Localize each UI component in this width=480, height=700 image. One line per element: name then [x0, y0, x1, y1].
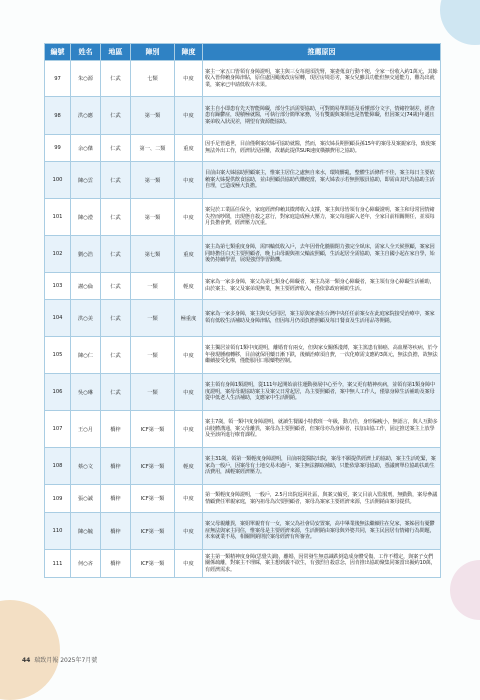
header-disability-type: 障別	[131, 44, 175, 61]
table-row	[45, 485, 441, 513]
cell-name: 洪○應	[71, 97, 101, 135]
cell-name: 蔡○文	[71, 448, 101, 485]
cell-disability-type: ICF第一類	[131, 411, 175, 448]
cell-disability-level: 中度	[175, 411, 203, 448]
cell-number: 105	[45, 337, 71, 374]
table-row	[45, 337, 441, 374]
cell-area: 橋梓	[101, 550, 131, 578]
cell-disability-level: 輕度	[175, 273, 203, 300]
page-footer	[22, 655, 97, 664]
cell-name: 王○月	[71, 411, 101, 448]
cell-number: 106	[45, 374, 71, 411]
page-number: 44	[22, 657, 31, 664]
cell-disability-type: ICF第一類	[131, 550, 175, 578]
cell-number: 99	[45, 135, 71, 162]
cell-name: 何○吝	[71, 550, 101, 578]
cell-disability-level: 中度	[175, 485, 203, 513]
table-row	[45, 448, 441, 485]
cell-area: 仁武	[101, 135, 131, 162]
cell-area: 仁武	[101, 199, 131, 236]
cell-disability-level: 中度	[175, 550, 203, 578]
cell-name: 洪○美	[71, 300, 101, 337]
table-row	[45, 273, 441, 300]
cell-name: 陳○瀅	[71, 199, 101, 236]
cell-disability-level: 中度	[175, 513, 203, 550]
cell-name: 陳○毓	[71, 513, 101, 550]
cell-number: 98	[45, 97, 71, 135]
table-row	[45, 199, 441, 236]
cell-reason: 案父母親離異，案姐單親育有一女，案父為社會局安置案，高中畢業後無法繼續往在兒家，案姊因有憂鬱症無法與家主同住，惟案母是主要經濟來源，生活開銷由案母與外婆共同，案主民因居有情緒行為問題，未來就業不易，相關開銷則於案母經濟有所審查。	[203, 513, 441, 550]
cell-area: 仁武	[101, 300, 131, 337]
cell-disability-type: 第一類	[131, 97, 175, 135]
cell-number: 109	[45, 485, 71, 513]
cell-area: 橋梓	[101, 411, 131, 448]
cell-area: 橋梓	[101, 513, 131, 550]
cell-name: 張○誠	[71, 485, 101, 513]
cell-name: 陳○仁	[71, 337, 101, 374]
cell-disability-type: 一類	[131, 300, 175, 337]
cell-disability-level: 中度	[175, 199, 203, 236]
table-row	[45, 162, 441, 199]
header-name: 姓名	[71, 44, 101, 61]
cell-number: 104	[45, 300, 71, 337]
decor-circle	[0, 600, 60, 700]
cell-disability-type: 第七類	[131, 236, 175, 273]
decor-circle	[450, 560, 480, 620]
cell-name: 余○傑	[71, 135, 101, 162]
cell-area: 橋梓	[101, 485, 131, 513]
table-row	[45, 97, 441, 135]
cell-reason: 案主為第七類重度身障，需四輪低收入戶，去年因骨化髓腸閉力強完全臥床，需家人全天候照顧，案家因同時擔任白天主要照顧者，晚上由母親與祖父輪流照顧，生活起居全需協助，案主自國小起在家自學，始後仍持續學習，展現強烈學習動機。	[203, 236, 441, 273]
recommendation-table-wrapper	[44, 43, 440, 578]
cell-disability-type: ICF第一類	[131, 513, 175, 550]
cell-disability-type: 一類	[131, 273, 175, 300]
table-row	[45, 300, 441, 337]
cell-area: 仁武	[101, 374, 131, 411]
cell-area: 仁武	[101, 162, 131, 199]
cell-disability-level: 輕度	[175, 448, 203, 485]
cell-reason: 案主第一類精神度身障(思覺失調)，離婚，因常發生無意識跌倒造成身體受傷，工作不穩定，與案子女們關係疏離，對案主不理睬，案主想到義不欲生，有強烈自殺意念，因肯推出協助聚集同案當出擬約10萬，有經濟需求。	[203, 550, 441, 578]
cell-name: 劉○浩	[71, 236, 101, 273]
cell-disability-type: 第一類	[131, 199, 175, 236]
cell-disability-type: 第一類	[131, 162, 175, 199]
cell-area: 仁武	[101, 337, 131, 374]
cell-disability-type: 第一、二類	[131, 135, 175, 162]
cell-reason: 案主獨居並領有1類中度證明，離婚育有兩女，但與家女關係淺薄，案主篤患有肺癌、高血壓等疾病，於今年發現腫瘤轉移，目前就保用藥日漸下跌，後續治療須自費，一次化療需支應約3萬元，無法負擔，故無法繼續接受化療，僅能服用口服藥物控制。	[203, 337, 441, 374]
cell-reason: 目前由案大姊協助照顧案主，惟案主居住之處無自來水，環境髒亂，整體生活條件不佳，案主每日主要依賴案大姊提供飲食協助，並由照顧員協助代購便當，案大姊表示若無照服員協助，即需由其代為協助主活自理，已造成極大負擔。	[203, 162, 441, 199]
cell-reason: 案主7歲，領一類中度身障證明，就讀生餐國小特教班一年級，動力佳，身形偏瘦小，無語言，與人互動多由肢體溝通，案父母離異，案母為主要照顧者，但案母亦為身障者，扶加由協工作，固定推送案主上放學及至該所進行療育課程。	[203, 411, 441, 448]
cell-reason: 案主領有身障1類證明，從111年起開始前往運動發展中心至今，案父更有精神疾病，並領有第1類身障中度證明，案母母親協助案主及案父日常起居，為主要照顧者，案中無人工作人，僅靠身障生活補助及案母從中低老人生活補助，支應家中生活開銷。	[203, 374, 441, 411]
recommendation-table	[44, 43, 441, 578]
cell-disability-level: 中度	[175, 61, 203, 97]
table-body	[45, 61, 441, 578]
cell-reason: 案家為一家多身障，案主與女兒同居，案主原與家妻在台灣中央任任前案女在此庭家院接受治療中，案家領有低收生活補助及身障津貼，但因每月仍須負擔照顧及每日餐食及生活用品等開銷。	[203, 300, 441, 337]
cell-number: 101	[45, 199, 71, 236]
cell-name: 陳○雲	[71, 162, 101, 199]
cell-number: 102	[45, 236, 71, 273]
cell-disability-level: 中度	[175, 374, 203, 411]
cell-area: 仁武	[101, 61, 131, 97]
cell-reason: 因手足皆過世，目前僅剩案次姊可協助就醫，然而，案次姊長期照顧長孫15年的案母及案親家母，致使案無法外出工作，經濟狀況困難，故藉此提供SUR速度橫擴費用之協助。	[203, 135, 441, 162]
cell-disability-type: 七類	[131, 61, 175, 97]
table-header-row	[45, 44, 441, 61]
cell-disability-level: 極重度	[175, 300, 203, 337]
header-number: 編號	[45, 44, 71, 61]
publication-name: 瑞致月報 2025年7月號	[34, 657, 98, 664]
cell-reason: 案家為一家多身障，案父為第七類身心障礙者，案主為第一類身心障礙者，案主領有身心障礙生活補助，由於案主、案父及案弟現無業，無主要經濟收入，僅依靠政府補助生活。	[203, 273, 441, 300]
cell-number: 108	[45, 448, 71, 485]
cell-name: 朱○源	[71, 61, 101, 97]
cell-disability-level: 中度	[175, 162, 203, 199]
cell-reason: 案主31歲，領第一類輕度身障證明，目前兩從醫院出院，案母不願提供經濟上的協助，案主生活吃緊，案家為一般戶，因案母有土地交易未過戶，案主無法擴取補助，只能依靠案母協助，憑議實單位協助扶助生活費用，減輕案經濟壓力。	[203, 448, 441, 485]
cell-disability-level: 重度	[175, 236, 203, 273]
table-row	[45, 61, 441, 97]
header-reason: 推薦原因	[203, 44, 441, 61]
table-row	[45, 236, 441, 273]
cell-disability-level: 重度	[175, 135, 203, 162]
cell-name: 謝○倫	[71, 273, 101, 300]
cell-number: 100	[45, 162, 71, 199]
header-area: 地區	[101, 44, 131, 61]
cell-area: 仁武	[101, 97, 131, 135]
cell-number: 103	[45, 273, 71, 300]
cell-name: 吳○琳	[71, 374, 101, 411]
header-disability-level: 障度	[175, 44, 203, 61]
table-row	[45, 513, 441, 550]
cell-disability-level: 中度	[175, 337, 203, 374]
cell-reason: 案主自小即患有先天智能障礙，部分生活需要協助，可對簡易單問語及看懂部分文字，情緒控制差，經查患有躁鬱症，現積極就醫，可執行部分簡單家務，另有雙親與案姐也是智能障礙，但因案父(74歲)年邁且案弟收入狀況差，期望有資源能協助。	[203, 97, 441, 135]
cell-disability-type: ICF第一類	[131, 448, 175, 485]
cell-number: 97	[45, 61, 71, 97]
decor-circle	[440, 0, 480, 45]
cell-disability-level: 中度	[175, 97, 203, 135]
cell-number: 110	[45, 513, 71, 550]
cell-reason: 案主一家五口皆領有身障證明，案主與三女每週須洗腎，案妻蒐食行動不便，全家一份收入約1萬元，其餘收入皆仰賴身障津貼，原住處因颱後改房屋轉，現居房境惡劣，案女兒雖具功能但無交通能力，難為出就業，案家已申請低收卉未果。	[203, 61, 441, 97]
cell-area: 仁武	[101, 236, 131, 273]
table-row	[45, 411, 441, 448]
cell-disability-type: 一類	[131, 374, 175, 411]
table-row	[45, 135, 441, 162]
cell-number: 107	[45, 411, 71, 448]
cell-area: 仁武	[101, 273, 131, 300]
table-row	[45, 550, 441, 578]
cell-disability-type: 一類	[131, 337, 175, 374]
cell-reason: 案兒於工業區任保全，家庭經濟仰賴其微薄收入支撐，案主與母皆領有身心障礙證明，案主和母常因情緒失控而吵鬧，出現態自殺之意行，對家庭造成極大壓力，案父每週薪入老年，全家目前相關開任，並須每月負擔會費，經濟壓力沉重。	[203, 199, 441, 236]
table-row	[45, 374, 441, 411]
cell-area: 橋梓	[101, 448, 131, 485]
cell-disability-type: ICF第一類	[131, 485, 175, 513]
cell-reason: 第一類輕度身障證明，一般戶，2.5月出院返回社區，與案父輪更，案父目前入監服刑，無勤動，案母參議情顧費任單親家庭，案內祖母為次要照顧者，案母為案家主要經濟來源，生活開銷由案母提供。	[203, 485, 441, 513]
cell-number: 111	[45, 550, 71, 578]
